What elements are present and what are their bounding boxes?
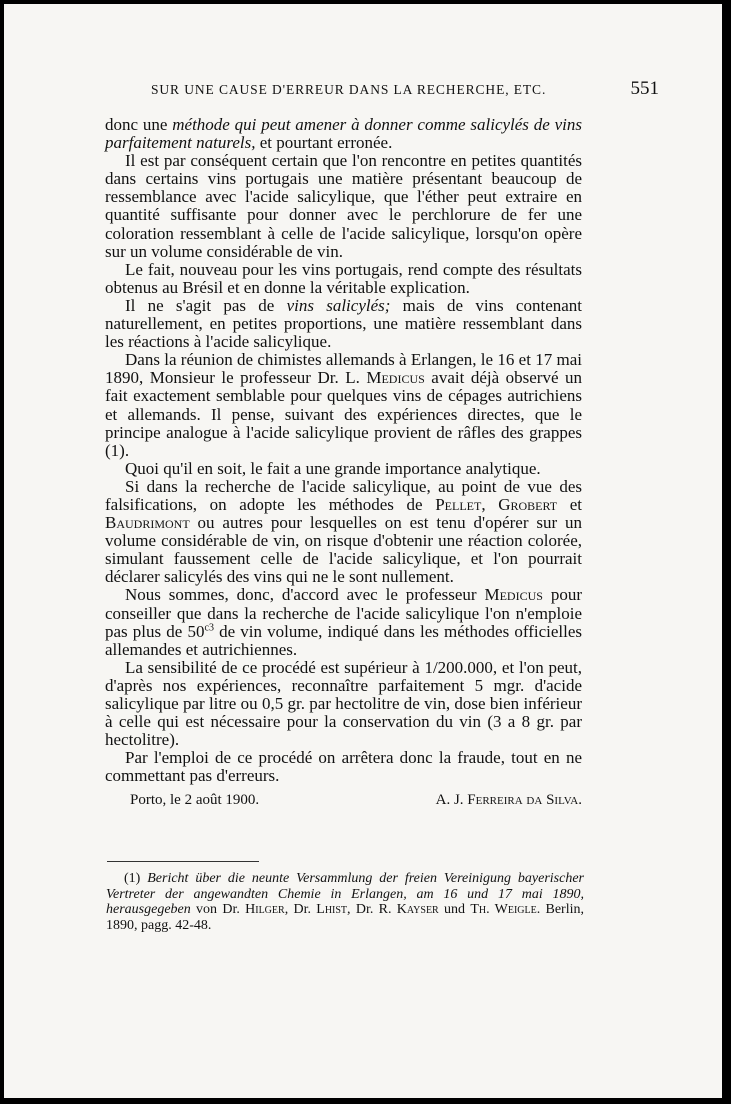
running-title: SUR UNE CAUSE D'ERREUR DANS LA RECHERCHE, ETC. bbox=[151, 82, 547, 97]
footnote-text: (1) Bericht über die neunte Versammlung der freien Vereinigung bayerischer Vertreter der angewandten Chemie in Erlangen, am 16 und 17 mai 1890, herausgegeben von Dr. Hilger, Dr. Lhist, Dr. R. Kayser und Th. Weigle. Berlin, 1890, pagg. 42-48. bbox=[106, 871, 584, 933]
place-date: Porto, le 2 août 1900. bbox=[130, 792, 260, 809]
paragraph-9: La sensibilité de ce procédé est supérieur à 1/200.000, et l'on peut, d'après nos expériences, reconnaître parfaitement 5 mgr. d'acide salicylique par litre ou 0,5 gr. par hectolitre de vin, dose bien inférieur à celle qui est nécessaire pour la conservation du vin (3 a 8 gr. par hectolitre). bbox=[105, 657, 582, 750]
footnote bbox=[106, 871, 584, 933]
page bbox=[4, 4, 722, 1098]
paragraph-7: Si dans la recherche de l'acide salicylique, au point de vue des falsifications, on adopte les méthodes de Pellet, Grobert et Baudrimont ou autres pour lesquelles on est tenu d'opérer sur un volume considérable de vin, on risque d'obtenir une réaction colorée, simulant faussement celle de l'acide salicylique, et l'on pourrait déclarer salicylés des vins qui ne le sont nullement. bbox=[105, 476, 582, 587]
page-header bbox=[104, 78, 659, 100]
signature-line bbox=[105, 791, 582, 809]
paragraph-2: Il est par conséquent certain que l'on rencontre en petites quantités dans certains vins portugais une matière présentant beaucoup de ressemblance avec l'acide salicylique, que l'éther peut extraire en quantité suffisante pour donner avec le perchlorure de fer une coloration ressemblant à celle de l'acide salicylique, lorsqu'on opère sur un volume considérable de vin. bbox=[105, 151, 582, 261]
paragraph-8: Nous sommes, donc, d'accord avec le professeur Medicus pour conseiller que dans la recherche de l'acide salicylique l'on n'emploie pas plus de $50^{c3}$ de vin volume, indiqué dans les méthodes officielles allemandes et autrichiennes. bbox=[105, 585, 582, 659]
page-number: 551 bbox=[630, 78, 659, 99]
paragraph-5: Dans la réunion de chimistes allemands à Erlangen, le 16 et 17 mai 1890, Monsieur le professeur Dr. L. Medicus avait déjà observé un fait exactement semblable pour quelques vins de cépages autrichiens et allemands. Il pense, suivant des expériences directes, que le principe analogue à l'acide salicylique provient de râfles des grappes (1). bbox=[105, 350, 582, 460]
author-name: A. J. Ferreira da Silva. bbox=[435, 792, 582, 809]
paragraph-4: Il ne s'agit pas de vins salicylés; mais de vins contenant naturellement, en petites proportions, une matière ressemblant dans les réactions à l'acide salicylique. bbox=[105, 295, 583, 352]
paragraph-1: donc une méthode qui peut amener à donner comme salicylés de vins parfaitement naturels, et pourtant erronée. bbox=[105, 115, 583, 153]
paragraph-6: Quoi qu'il en soit, le fait a une grande importance analytique. bbox=[125, 458, 541, 478]
footnote-rule bbox=[107, 861, 259, 862]
paragraph-3: Le fait, nouveau pour les vins portugais, rend compte des résultats obtenus au Brésil et en donne la véritable explication. bbox=[105, 259, 582, 297]
body-text bbox=[105, 116, 582, 810]
paragraph-10: Par l'emploi de ce procédé on arrêtera donc la fraude, tout en ne commettant pas d'erreurs. bbox=[105, 748, 582, 786]
